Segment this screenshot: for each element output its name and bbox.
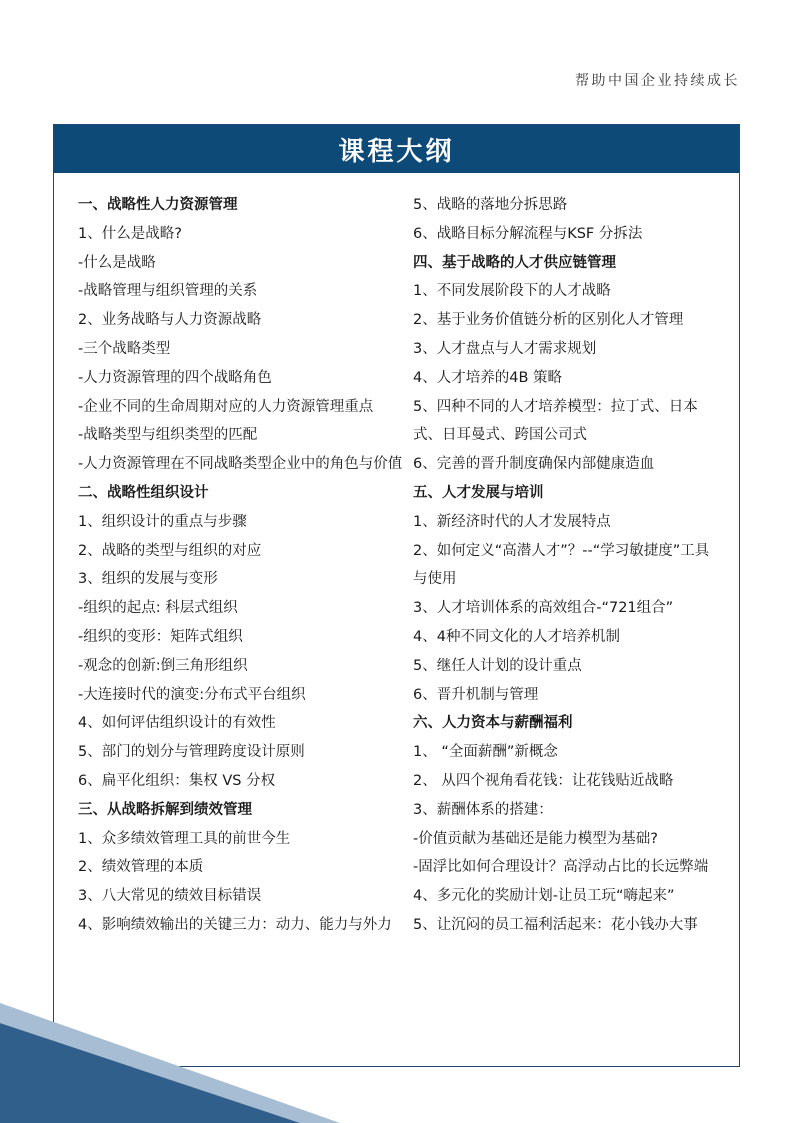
outline-item: -组织的起点: 科层式组织 bbox=[78, 600, 238, 617]
outline-columns bbox=[54, 173, 739, 940]
outline-item: -价值贡献为基础还是能力模型为基础? bbox=[413, 830, 658, 847]
outline-item: -战略管理与组织管理的关系 bbox=[78, 283, 258, 300]
outline-item: 3、组织的发展与变形 bbox=[78, 571, 218, 588]
section-heading: 五、人才发展与培训 bbox=[413, 484, 544, 501]
section-heading: 六、人力资本与薪酬福利 bbox=[413, 715, 573, 732]
left-column bbox=[54, 173, 408, 940]
right-column bbox=[408, 173, 723, 940]
outline-item: 4、4种不同文化的人才培养机制 bbox=[413, 628, 620, 645]
outline-item: -什么是战略 bbox=[78, 254, 156, 271]
outline-item: 1、 “全面薪酬”新概念 bbox=[413, 744, 558, 761]
page-title: 课程大纲 bbox=[338, 136, 455, 167]
tagline: 帮助中国企业持续成长 bbox=[575, 73, 740, 89]
outline-item: 1、新经济时代的人才发展特点 bbox=[413, 513, 611, 530]
outline-item: -大连接时代的演变:分布式平台组织 bbox=[78, 686, 306, 703]
outline-item: 5、让沉闷的员工福利活起来：花小钱办大事 bbox=[413, 916, 698, 933]
outline-item: 1、组织设计的重点与步骤 bbox=[78, 513, 247, 530]
outline-item: 4、多元化的奖励计划-让员工玩“嗨起来” bbox=[413, 888, 675, 905]
title-banner bbox=[54, 125, 739, 173]
outline-item: -人力资源管理的四个战略角色 bbox=[78, 369, 272, 386]
outline-item: -企业不同的生命周期对应的人力资源管理重点 bbox=[78, 398, 374, 415]
outline-item: 5、战略的落地分拆思路 bbox=[413, 197, 568, 213]
outline-item: 1、众多绩效管理工具的前世今生 bbox=[78, 830, 291, 847]
section-heading: 四、基于战略的人才供应链管理 bbox=[413, 254, 616, 271]
outline-item: 2、 从四个视角看花钱：让花钱贴近战略 bbox=[413, 772, 674, 789]
outline-item: 2、如何定义“高潜人才”？--“学习敏捷度”工具与使用 bbox=[413, 542, 710, 588]
outline-item: 3、人才培训体系的高效组合-“721组合” bbox=[413, 600, 674, 617]
outline-item: 4、影响绩效输出的关键三力：动力、能力与外力 bbox=[78, 916, 392, 933]
outline-item: 2、业务战略与人力资源战略 bbox=[78, 312, 262, 329]
outline-item: 6、战略目标分解流程与KSF 分拆法 bbox=[413, 225, 643, 242]
outline-item: -组织的变形：矩阵式组织 bbox=[78, 628, 243, 645]
outline-item: 6、扁平化组织：集权 VS 分权 bbox=[78, 772, 276, 789]
outline-item: 3、八大常见的绩效目标错误 bbox=[78, 888, 262, 905]
outline-item: -三个战略类型 bbox=[78, 340, 171, 357]
outline-item: 1、不同发展阶段下的人才战略 bbox=[413, 283, 611, 300]
outline-item: 1、什么是战略? bbox=[78, 225, 182, 242]
outline-item: -固浮比如何合理设计？高浮动占比的长远弊端 bbox=[413, 859, 709, 876]
outline-item: 3、人才盘点与人才需求规划 bbox=[413, 340, 597, 357]
outline-item: 5、四种不同的人才培养模型：拉丁式、日本式、日耳曼式、跨国公司式 bbox=[413, 398, 698, 444]
section-heading: 二、战略性组织设计 bbox=[78, 484, 209, 501]
section-heading: 三、从战略拆解到绩效管理 bbox=[78, 801, 252, 818]
outline-item: 4、人才培养的4B 策略 bbox=[413, 369, 563, 386]
section-heading: 一、战略性人力资源管理 bbox=[78, 197, 238, 213]
outline-item: -战略类型与组织类型的匹配 bbox=[78, 427, 258, 444]
outline-item: -人力资源管理在不同战略类型企业中的角色与价值 bbox=[78, 456, 403, 473]
outline-item: 2、战略的类型与组织的对应 bbox=[78, 542, 262, 559]
outline-item: 5、部门的划分与管理跨度设计原则 bbox=[78, 744, 305, 761]
outline-item: -观念的创新:倒三角形组织 bbox=[78, 657, 248, 674]
outline-item: 3、薪酬体系的搭建： bbox=[413, 801, 553, 818]
outline-item: 4、如何评估组织设计的有效性 bbox=[78, 715, 276, 732]
outline-item: 6、完善的晋升制度确保内部健康造血 bbox=[413, 456, 655, 473]
outline-item: 6、晋升机制与管理 bbox=[413, 686, 539, 703]
outline-frame bbox=[53, 124, 740, 1067]
outline-item: 2、绩效管理的本质 bbox=[78, 859, 204, 876]
outline-item: 5、继任人计划的设计重点 bbox=[413, 657, 582, 674]
outline-item: 2、基于业务价值链分析的区别化人才管理 bbox=[413, 312, 684, 329]
